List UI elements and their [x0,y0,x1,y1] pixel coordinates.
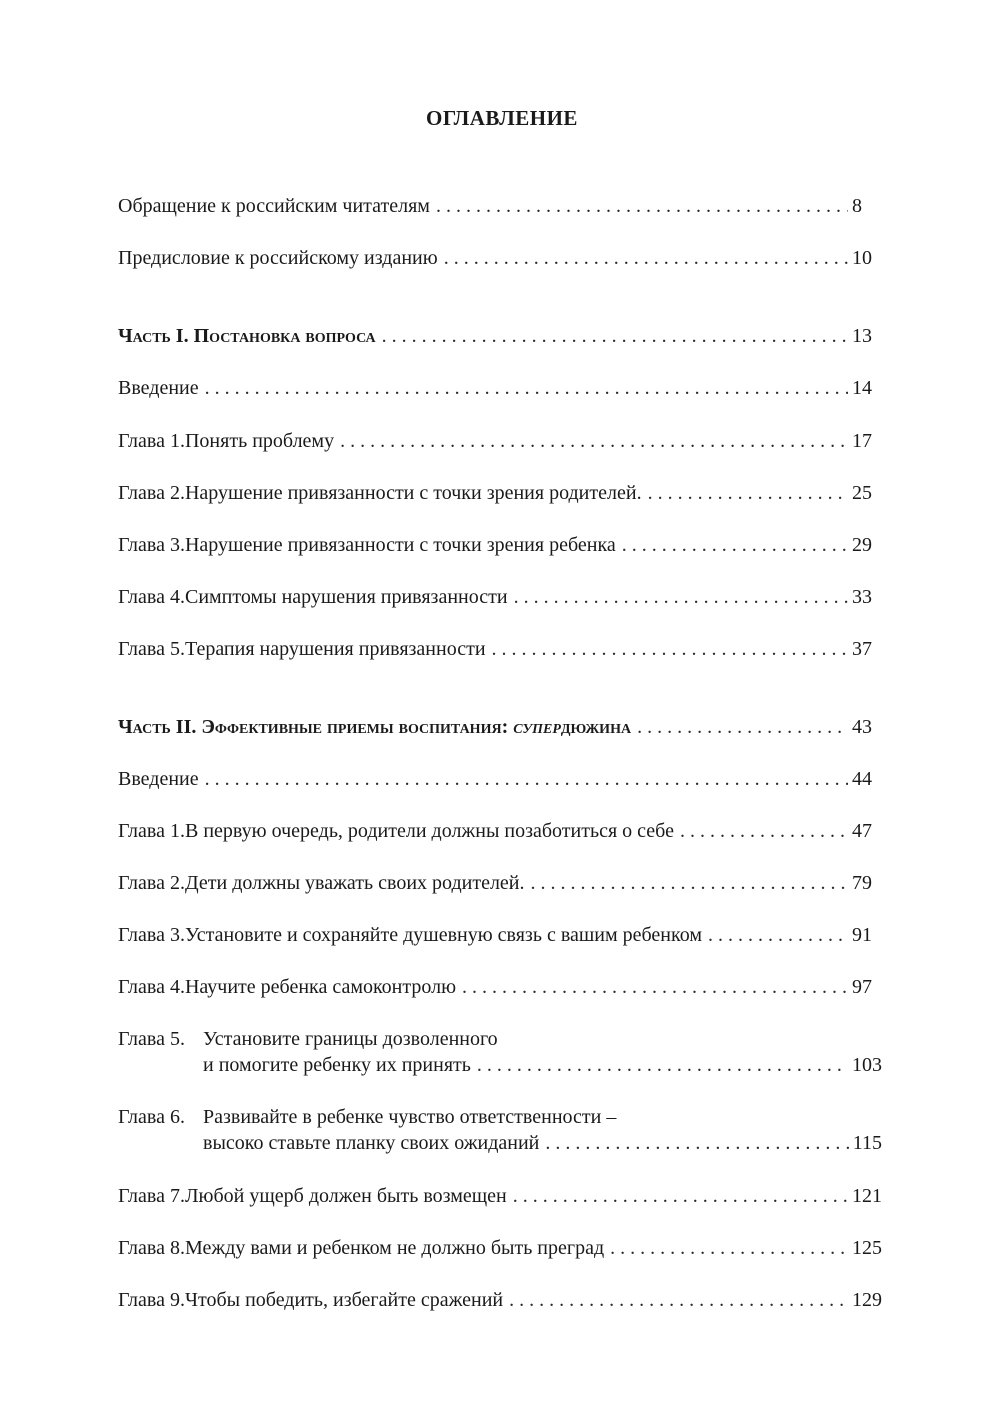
toc-entry-title: Любой ущерб должен быть возмещен [184,1185,507,1207]
toc-entry-page: 13 [852,325,872,347]
toc-part-heading [118,714,872,740]
part-title-pre: Часть II. Эффективные приемы воспитания: [118,716,514,738]
toc-entry [118,532,872,558]
toc-entry-title-continued: высоко ставьте планку своих ожиданий [203,1132,540,1154]
toc-entry [118,636,872,662]
dot-leader [444,245,848,271]
dot-leader [462,974,848,1000]
toc-entry-title: Введение [118,377,199,399]
toc-entry-page: 8 [852,195,862,217]
dot-leader [610,1235,848,1261]
toc-entry-page: 43 [852,716,872,738]
toc-entry [118,1183,882,1209]
dot-leader [492,636,848,662]
toc-entry [118,1026,882,1078]
toc-entry-page: 33 [852,586,872,608]
toc-chapter-number: Глава 4. [118,976,185,998]
toc-entry [118,974,872,1000]
toc-chapter-number: Глава 6. [118,1106,185,1128]
toc-entry-page: 29 [852,534,872,556]
toc-entry-title: Часть I. Постановка вопроса [118,325,376,347]
toc-entry-page: 17 [852,430,872,452]
toc-entry-title: Дети должны уважать своих родителей. [184,872,525,894]
toc-entry-page: 125 [852,1237,882,1259]
dot-leader [340,428,848,454]
toc-chapter-number: Глава 5. [118,638,185,660]
toc-entry-title: Между вами и ребенком не должно быть преград [184,1237,605,1259]
toc-entry [118,480,872,506]
toc-entry [118,584,872,610]
toc-entry-title: Понять проблему [184,430,335,452]
toc-chapter-number: Глава 2. [118,872,185,894]
toc-entry-title: Симптомы нарушения привязанности [184,586,508,608]
toc-entry-page: 10 [852,247,872,269]
toc-entry-page: 91 [852,924,872,946]
toc-entry-page: 37 [852,638,872,660]
toc-entry-page: 97 [852,976,872,998]
toc-entry-title: Развивайте в ребенке чувство ответственности – [203,1106,617,1128]
toc-entry-title: Установите и сохраняйте душевную связь с вашим ребенком [184,924,702,946]
toc-entry-page: 121 [852,1185,882,1207]
part-title-post: дюжина [560,716,632,738]
toc-chapter-number: Глава 8. [118,1237,185,1259]
dot-leader [637,714,848,740]
dot-leader [205,766,848,792]
toc-entry-title: Введение [118,768,199,790]
dot-leader [531,870,848,896]
toc-entry-title: Обращение к российским читателям [118,195,430,217]
toc-entry-title: Терапия нарушения привязанности [184,638,486,660]
toc-entry [118,375,872,401]
dot-leader [708,922,848,948]
toc-chapter-number: Глава 5. [118,1028,185,1050]
toc-entry-page: 103 [852,1054,882,1076]
toc-entry [118,922,872,948]
toc-entry [118,245,872,271]
toc-entry-title: Нарушение привязанности с точки зрения родителей. [184,482,642,504]
dot-leader [545,1130,848,1156]
toc-entry-page: 44 [852,768,872,790]
toc-entry [118,1287,882,1313]
toc-chapter-number: Глава 3. [118,924,185,946]
dot-leader [509,1287,848,1313]
toc-chapter-number: Глава 7. [118,1185,185,1207]
toc-entry-page: 129 [852,1289,882,1311]
toc-entry-page: 47 [852,820,872,842]
dot-leader [205,375,848,401]
toc-entry [118,818,872,844]
toc-entry-title [118,714,631,740]
toc-chapter-number: Глава 2. [118,482,185,504]
toc-entry-title: В первую очередь, родители должны позаботиться о себе [184,820,674,842]
toc-entry-title: Установите границы дозволенного [203,1028,498,1050]
dot-leader [648,480,848,506]
dot-leader [513,1183,848,1209]
toc-entry-title: Нарушение привязанности с точки зрения ребенка [184,534,616,556]
toc-entry [118,428,872,454]
toc-entry [118,193,862,219]
toc-entry-title: Научите ребенка самоконтролю [184,976,457,998]
toc-entry-page: 14 [852,377,872,399]
toc-entry-page: 115 [852,1132,882,1154]
dot-leader [436,193,848,219]
dot-leader [382,323,848,349]
toc-entry [118,1104,882,1156]
toc-entry [118,870,872,896]
toc-chapter-number: Глава 1. [118,430,185,452]
toc-entry-title: Предисловие к российскому изданию [118,247,438,269]
toc-entry-page: 79 [852,872,872,894]
toc-entry-page: 25 [852,482,872,504]
dot-leader [477,1052,848,1078]
toc-part-heading [118,323,872,349]
toc-chapter-number: Глава 4. [118,586,185,608]
toc-chapter-number: Глава 3. [118,534,185,556]
dot-leader [622,532,848,558]
toc-entry [118,1235,882,1261]
toc-chapter-number: Глава 9. [118,1289,185,1311]
dot-leader [680,818,848,844]
toc-entry-title-continued: и помогите ребенку их принять [203,1054,471,1076]
toc-chapter-number: Глава 1. [118,820,185,842]
toc-entry-title: Чтобы победить, избегайте сражений [184,1289,504,1311]
part-title-italic: супер [513,716,561,738]
toc-title: ОГЛАВЛЕНИЕ [426,106,578,130]
toc-entry [118,766,872,792]
dot-leader [514,584,848,610]
